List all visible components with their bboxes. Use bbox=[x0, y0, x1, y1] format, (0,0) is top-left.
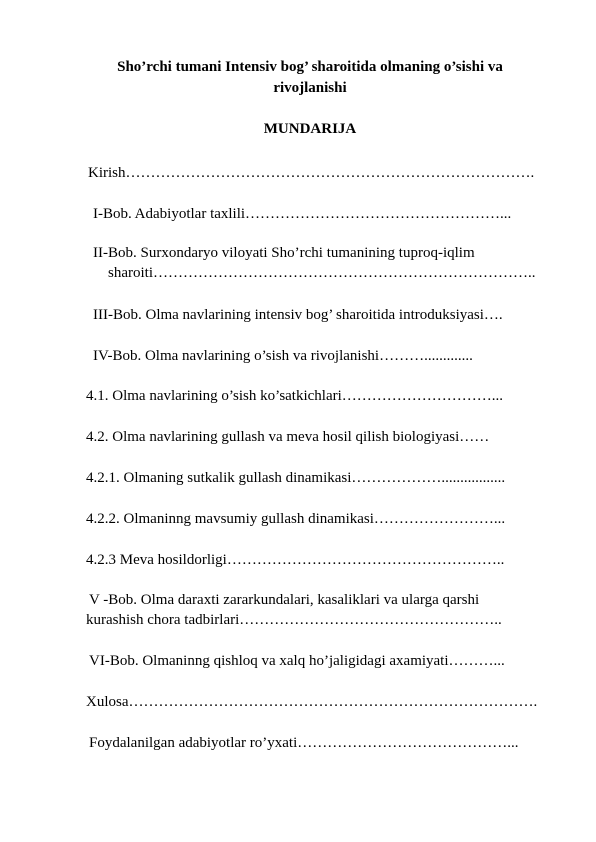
toc-line-chapter-5-cont: kurashish chora tadbirlari…………………………………………….. bbox=[86, 612, 502, 628]
toc-line-section-4-1: 4.1. Olma navlarining o’sish ko’satkichlari…………………………... bbox=[86, 388, 504, 404]
toc-line-chapter-6: VI-Bob. Olmaninng qishloq va xalq ho’jaligidagi axamiyati………... bbox=[89, 653, 505, 669]
toc-line-conclusion: Xulosa………………………………………………………………………. bbox=[86, 694, 538, 710]
toc-line-chapter-2: II-Bob. Surxondaryo viloyati Sho’rchi tumanining tuproq-iqlim bbox=[93, 245, 475, 261]
toc-line-section-4-2: 4.2. Olma navlarining gullash va meva hosil qilish biologiyasi…… bbox=[86, 429, 490, 445]
toc-line-chapter-1: I-Bob. Adabiyotlar taxlili……………………………………………... bbox=[93, 206, 512, 222]
toc-line-chapter-5: V -Bob. Olma daraxti zararkundalari, kasaliklari va ularga qarshi bbox=[89, 592, 480, 608]
document-title: Sho’rchi tumani Intensiv bog’ sharoitida olmaning o’sishi va rivojlanishi bbox=[117, 59, 503, 96]
toc-heading: MUNDARIJA bbox=[263, 121, 357, 137]
toc-line-section-4-2-3: 4.2.3 Meva hosildorligi……………………………………………….. bbox=[86, 552, 505, 568]
toc-line-references: Foydalanilgan adabiyotlar ro’yxati……………………………………... bbox=[89, 735, 519, 751]
toc-line-chapter-2-cont: sharoiti………………………………………………………………….. bbox=[108, 265, 536, 281]
toc-line-section-4-2-2: 4.2.2. Olmaninng mavsumiy gullash dinamikasi……………………... bbox=[86, 511, 506, 527]
toc-line-section-4-2-1: 4.2.1. Olmaning sutkalik gullash dinamikasi………………................. bbox=[86, 470, 506, 486]
toc-line-chapter-4: IV-Bob. Olma navlarining o’sish va rivojlanishi………............. bbox=[93, 348, 473, 364]
toc-line-introduction: Kirish………………………………………………………………………. bbox=[88, 165, 535, 181]
toc-line-chapter-3: III-Bob. Olma navlarining intensiv bog’ sharoitida introduksiyasi…. bbox=[93, 307, 503, 323]
